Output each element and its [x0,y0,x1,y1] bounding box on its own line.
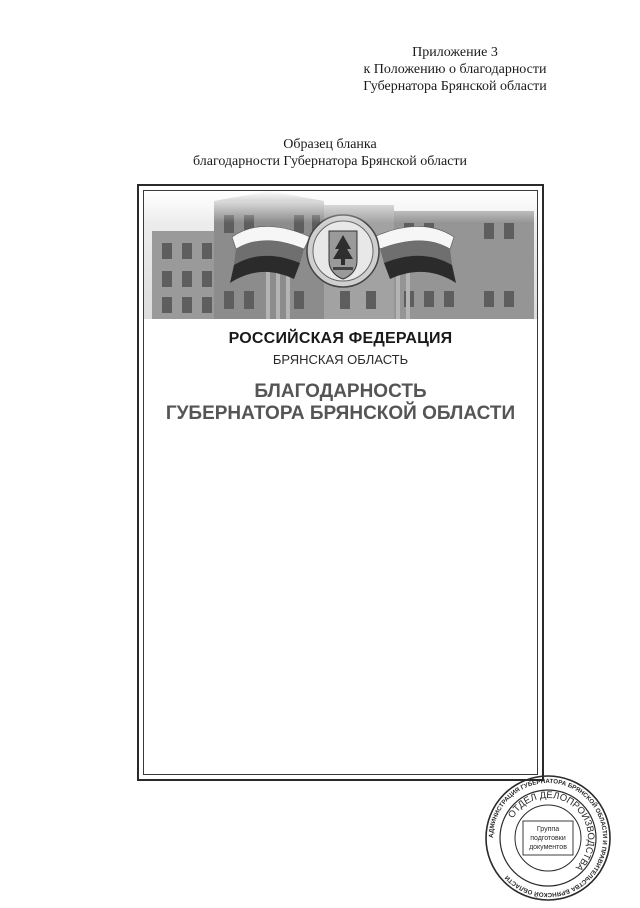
federation-heading: РОССИЙСКАЯ ФЕДЕРАЦИЯ [228,330,453,347]
stamp-center-line2: подготовки [530,835,566,842]
gratitude-title-line1: БЛАГОДАРНОСТЬ [254,381,427,402]
banner-image [144,191,537,319]
appendix-reference: к Положению о благодарности [363,62,547,77]
building-and-flag-image [144,191,537,319]
gratitude-title [144,381,537,425]
gratitude-title-line2: ГУБЕРНАТОРА БРЯНСКОЙ ОБЛАСТИ [165,403,516,424]
stamp-center-line3: документов [529,844,567,851]
region-heading: БРЯНСКАЯ ОБЛАСТЬ [272,352,409,367]
appendix-number: Приложение 3 [412,45,498,60]
appendix-header [340,44,570,95]
stamp-outer-text: АДМИНИСТРАЦИЯ ГУБЕРНАТОРА БРЯНСКОЙ ОБЛАСТИ И ПРАВИТЕЛЬСТВА БРЯНСКОЙ ОБЛАСТИ [487,777,609,899]
stamp-center-line1: Группа [536,826,560,833]
appendix-subject: Губернатора Брянской области [363,79,547,94]
gratitude-form-frame [137,184,544,781]
sample-caption [150,136,510,170]
gratitude-form-inner-border [143,190,538,775]
stamp-seal [483,773,613,903]
stamp-dept-text: ОТДЕЛ ДЕЛОПРОИЗВОДСТВА [506,789,597,873]
official-stamp [483,773,613,903]
sample-caption-line1: Образец бланка [283,137,377,152]
sample-caption-line2: благодарности Губернатора Брянской области [192,154,468,169]
